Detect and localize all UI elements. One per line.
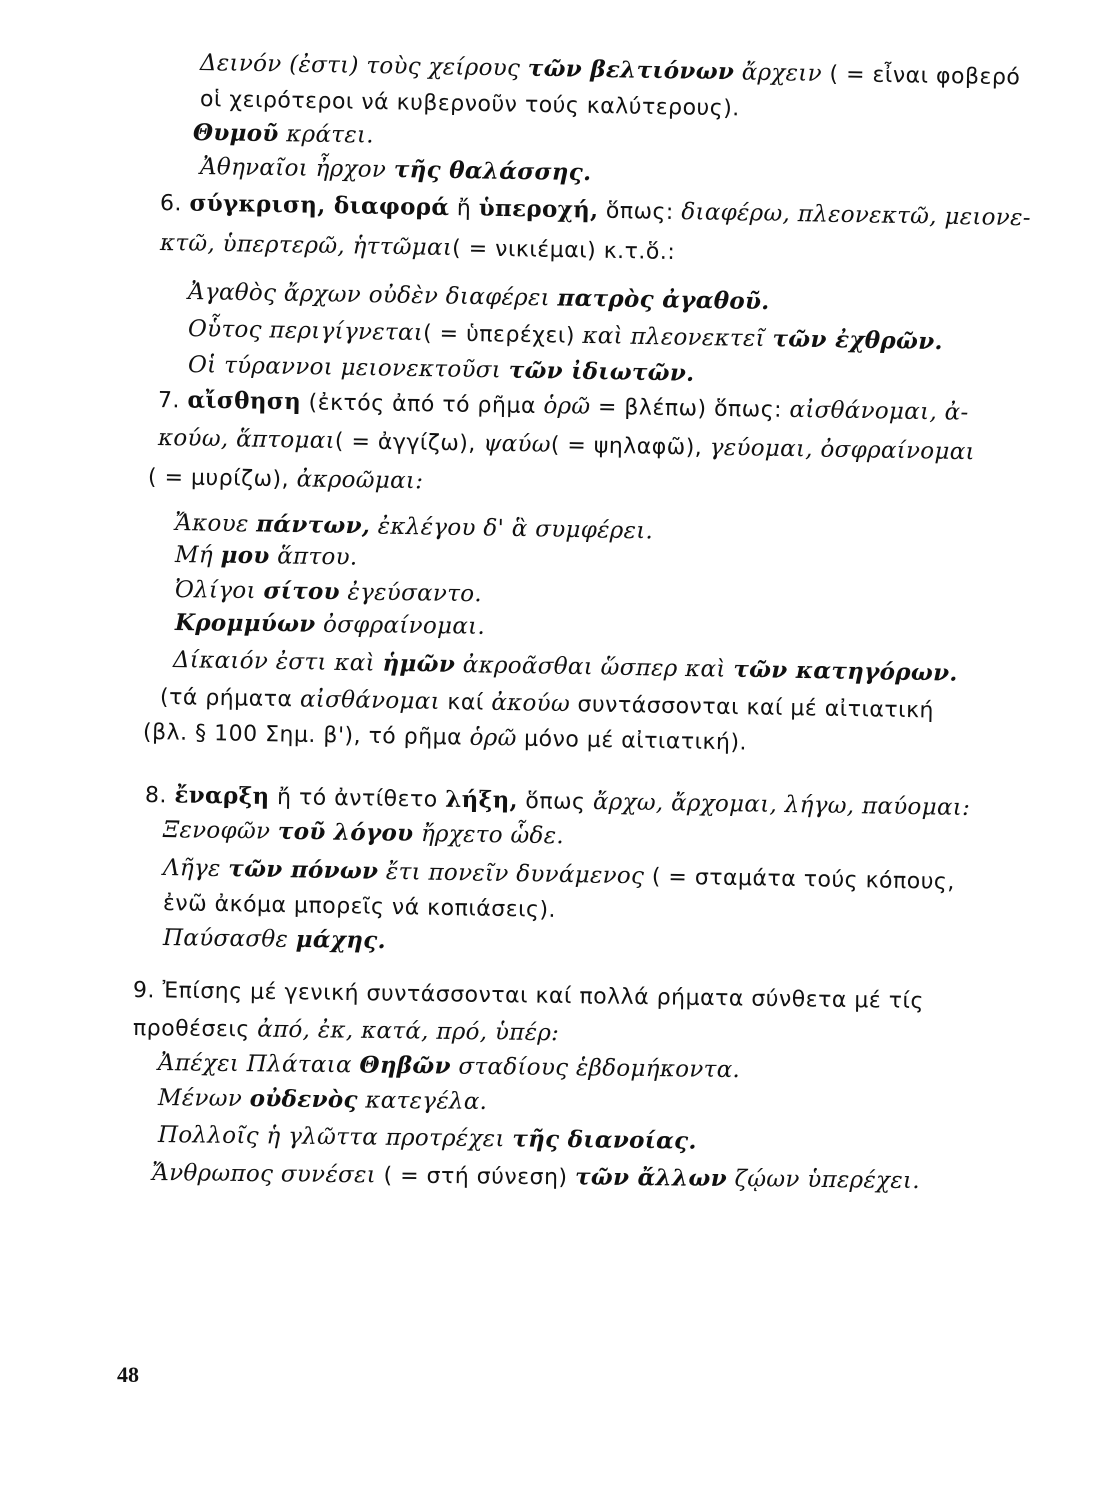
text-run: (τά ρήματα xyxy=(159,685,301,713)
text-run: ἐνῶ ἀκόμα μπορεῖς νά κοπιάσεις). xyxy=(162,891,557,923)
text-run: ψαύω xyxy=(483,430,552,458)
text-run: ἤρχετο ὧδε. xyxy=(413,820,565,850)
text-run: = βλέπω) ὅπως: xyxy=(590,394,790,423)
text-line xyxy=(133,975,924,1017)
text-run: Οὗτος περιγίγνεται xyxy=(187,316,424,347)
text-run: Μένων xyxy=(157,1085,250,1113)
text-run: ἔτι πονεῖν δυνάμενος xyxy=(378,858,653,890)
text-line xyxy=(200,152,592,188)
text-run: Ἀπέχει Πλάταια xyxy=(157,1050,360,1079)
text-run: 8. xyxy=(144,783,175,809)
text-run: σίτου xyxy=(263,577,341,606)
text-run: 6. xyxy=(159,191,190,217)
text-run: ἄρχειν xyxy=(733,59,830,87)
text-run: Δεινόν (ἐστι) τοὺς χείρους xyxy=(199,50,529,82)
text-run: λήξη, xyxy=(445,785,519,814)
text-run: Οἱ τύραννοι μειονεκτοῦσι xyxy=(187,352,509,384)
text-run: οὐδενὸς xyxy=(249,1085,358,1114)
text-run: ( = ψηλαφῶ), xyxy=(550,432,711,461)
text-run: καί xyxy=(439,689,492,716)
text-run: κτῶ, ὑπερτερῶ, ἡττῶμαι xyxy=(159,230,453,262)
text-run: Κρομμύων xyxy=(174,609,316,638)
text-line xyxy=(188,350,695,389)
text-run: μάχης. xyxy=(295,925,387,955)
text-run: Παύσασθε xyxy=(162,925,296,953)
text-run: προθέσεις xyxy=(132,1016,258,1043)
text-run: Μή xyxy=(174,542,221,569)
text-run: πάντων, xyxy=(256,510,371,540)
text-run: ὑπεροχή, xyxy=(478,194,599,224)
text-run: (βλ. § 100 Σημ. β'), τό ρῆμα xyxy=(142,720,470,751)
text-run: ἔναρξη xyxy=(174,781,270,810)
text-line xyxy=(158,1083,488,1117)
text-run: ἀπό, ἐκ, κατά, πρό, ὑπέρ: xyxy=(257,1016,560,1047)
text-run: ἤ xyxy=(449,196,479,222)
text-run: Ἀθηναῖοι ἦρχον xyxy=(199,154,395,184)
text-run: τῶν ἄλλων xyxy=(574,1163,728,1193)
page-number: 48 xyxy=(117,1362,139,1387)
text-run: ἡμῶν xyxy=(382,649,456,678)
text-run: κούω, ἅπτομαι xyxy=(157,425,336,455)
text-run: Πολλοῖς ἡ γλῶττα προτρέχει xyxy=(157,1122,513,1153)
text-run: τῆς διανοίας. xyxy=(512,1125,697,1155)
text-run: τῶν βελτιόνων xyxy=(527,54,735,86)
text-run: Ἄνθρωπος συνέσει xyxy=(151,1160,384,1189)
text-run: ὁρῶ xyxy=(469,724,517,752)
text-run: σταδίους ἑβδομήκοντα. xyxy=(450,1053,741,1084)
text-line xyxy=(193,118,374,151)
text-run: ἐκλέγου δ' ἃ συμφέρει. xyxy=(369,513,654,545)
text-run: ( = ἀγγίζω), xyxy=(334,429,484,457)
text-run: ( = νικιέμαι) κ.τ.ὅ.: xyxy=(451,236,676,265)
text-run: ἐγεύσαντο. xyxy=(339,579,483,608)
text-run: 7. xyxy=(157,388,188,414)
text-run: ( = μυρίζω), xyxy=(147,465,297,493)
text-line xyxy=(173,645,958,689)
text-run: Θυμοῦ xyxy=(192,119,279,148)
text-run: συντάσσονται καί μέ αἰτιατική xyxy=(569,692,935,724)
text-line xyxy=(160,188,1031,234)
text-line xyxy=(175,608,485,642)
text-line xyxy=(158,423,975,468)
text-run: ὁρῶ xyxy=(543,393,591,420)
text-run: σύγκριση, διαφορά xyxy=(189,189,450,222)
text-run: οἱ χειρότεροι νά κυβερνοῦν τούς καλύτερους). xyxy=(199,87,740,122)
text-run: ( = στή σύνεση) xyxy=(383,1163,576,1191)
text-run: τῶν ἰδιωτῶν. xyxy=(508,356,695,387)
text-line xyxy=(160,228,676,268)
text-run: τοῦ λόγου xyxy=(277,817,414,847)
text-run: ἤ τό ἀντίθετο xyxy=(269,784,446,813)
text-run: Δίκαιόν ἐστι καὶ xyxy=(172,647,383,677)
text-run: καὶ πλεονεκτεῖ xyxy=(582,322,773,353)
text-line xyxy=(158,1120,697,1157)
text-run: ( = ὑπερέχει) xyxy=(422,321,583,349)
text-line xyxy=(152,1158,920,1197)
text-line xyxy=(163,888,557,926)
text-run: ὅπως xyxy=(517,788,594,816)
text-line xyxy=(133,1013,560,1049)
text-run: αἰσθάνομαι xyxy=(299,686,441,715)
text-run: μόνο μέ αἰτιατική). xyxy=(516,726,748,756)
text-run: Ὀλίγοι xyxy=(174,577,264,605)
text-run: Ξενοφῶν xyxy=(162,817,279,845)
text-line xyxy=(148,462,424,497)
text-run: Ἀγαθὸς ἄρχων οὐδὲν διαφέρει xyxy=(187,279,558,312)
text-line xyxy=(163,923,386,956)
text-run: τῶν κατηγόρων. xyxy=(733,655,958,687)
text-run: τῆς θαλάσσης. xyxy=(393,156,592,187)
text-line xyxy=(158,1048,740,1085)
text-run: ἅπτου. xyxy=(269,543,358,571)
text-run: διαφέρω, πλεονεκτῶ, μειονε- xyxy=(681,199,1032,232)
text-run: Ἄκουε xyxy=(174,510,257,538)
text-line xyxy=(143,717,748,759)
text-run: ὅπως: xyxy=(598,198,682,226)
text-run: γεύομαι, ὀσφραίνομαι xyxy=(709,434,976,466)
text-line xyxy=(175,540,358,573)
text-run: Θηβῶν xyxy=(359,1051,452,1080)
text-line xyxy=(175,575,482,609)
text-run: αἰσθάνομαι, ἀ- xyxy=(789,396,969,426)
text-run: κατεγέλα. xyxy=(357,1087,488,1116)
text-run: ἄρχω, ἄρχομαι, λήγω, παύομαι: xyxy=(592,789,971,821)
text-run: τῶν ἐχθρῶν. xyxy=(772,325,944,356)
text-run: κράτει. xyxy=(278,121,375,149)
text-line xyxy=(188,277,770,317)
text-run: ἀκροᾶσθαι ὥσπερ καὶ xyxy=(454,651,734,683)
text-run: ( = εἶναι φοβερό xyxy=(829,61,1021,91)
text-run: μου xyxy=(220,541,270,570)
text-run: 9. Ἐπίσης μέ γενική συντάσσονται καί πολλά ρήματα σύνθετα μέ τίς xyxy=(132,978,925,1015)
text-run: Λῆγε xyxy=(162,855,229,883)
text-run: ἀκούω xyxy=(491,689,571,718)
text-run: ὀσφραίνομαι. xyxy=(315,611,486,640)
text-run: ζῴων ὑπερέχει. xyxy=(726,1166,921,1195)
text-run: τῶν πόνων xyxy=(228,855,379,885)
text-run: ἀκροῶμαι: xyxy=(296,466,424,495)
text-run: αἴσθηση xyxy=(187,386,302,416)
text-run: πατρὸς ἀγαθοῦ. xyxy=(557,284,770,316)
text-line xyxy=(163,815,564,851)
text-run: ( = σταμάτα τούς κόπους, xyxy=(651,864,956,895)
text-run: (ἐκτός ἀπό τό ρῆμα xyxy=(300,390,544,420)
text-line xyxy=(158,385,969,429)
